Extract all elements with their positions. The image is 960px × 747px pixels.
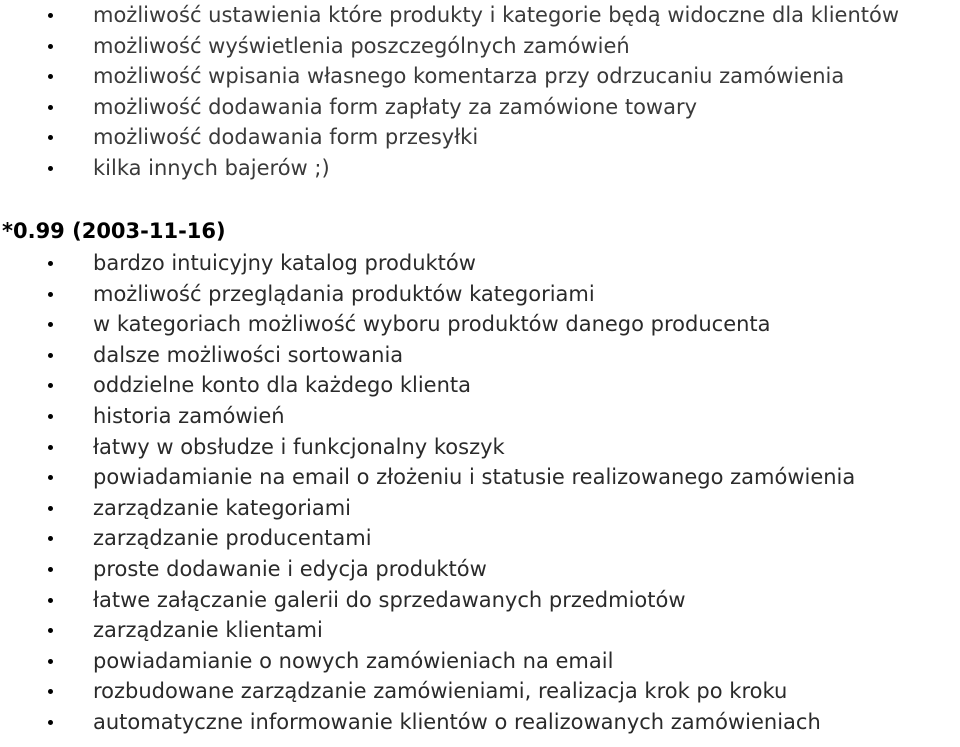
list-item: kilka innych bajerów ;) [0, 153, 899, 184]
list-item: zarządzanie klientami [0, 615, 855, 646]
list-item: możliwość przeglądania produktów kategoriami [0, 279, 855, 310]
version-heading: *0.99 (2003-11-16) [2, 219, 226, 243]
list-item: możliwość wpisania własnego komentarza przy odrzucaniu zamówienia [0, 61, 899, 92]
list-item: bardzo intuicyjny katalog produktów [0, 248, 855, 279]
list-item: powiadamianie o nowych zamówieniach na email [0, 646, 855, 677]
feature-list-version-0-99 [0, 248, 855, 738]
list-item: proste dodawanie i edycja produktów [0, 554, 855, 585]
list-item: możliwość ustawienia które produkty i kategorie będą widoczne dla klientów [0, 0, 899, 31]
list-item: zarządzanie kategoriami [0, 493, 855, 524]
list-item: łatwe załączanie galerii do sprzedawanych przedmiotów [0, 585, 855, 616]
list-item: możliwość wyświetlenia poszczególnych zamówień [0, 31, 899, 62]
list-item: zarządzanie producentami [0, 523, 855, 554]
list-item: automatyczne informowanie klientów o realizowanych zamówieniach [0, 707, 855, 738]
list-item: oddzielne konto dla każdego klienta [0, 370, 855, 401]
list-item: powiadamianie na email o złożeniu i statusie realizowanego zamówienia [0, 462, 855, 493]
list-item: możliwość dodawania form przesyłki [0, 122, 899, 153]
list-item: w kategoriach możliwość wyboru produktów danego producenta [0, 309, 855, 340]
list-item: możliwość dodawania form zapłaty za zamówione towary [0, 92, 899, 123]
list-item: dalsze możliwości sortowania [0, 340, 855, 371]
list-item: historia zamówień [0, 401, 855, 432]
list-item: łatwy w obsłudze i funkcjonalny koszyk [0, 432, 855, 463]
list-item: rozbudowane zarządzanie zamówieniami, realizacja krok po kroku [0, 676, 855, 707]
feature-list-previous [0, 0, 899, 184]
